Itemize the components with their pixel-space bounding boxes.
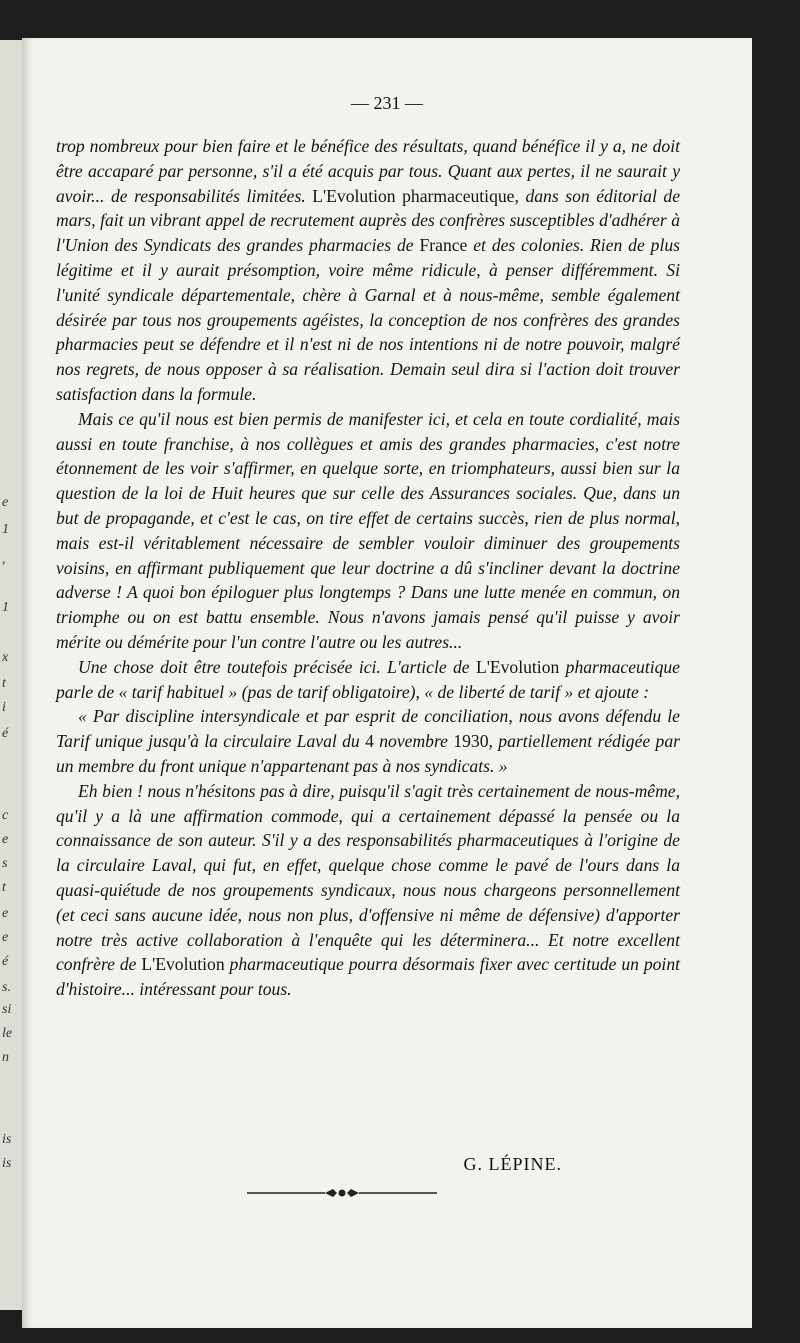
facing-page-fragment: e: [2, 832, 9, 847]
facing-page-fragment: t: [2, 880, 6, 895]
facing-page-fragment: t: [2, 676, 6, 691]
decorative-divider: [247, 1183, 437, 1203]
text-run: , partiellement rédigée par un membre du front unique n'appartenant pas à nos syndicats. »: [56, 731, 680, 776]
paragraph: [56, 655, 680, 705]
facing-page-fragment: is: [2, 1156, 12, 1171]
facing-page-edge: [0, 40, 24, 1310]
facing-page-fragment: s.: [2, 980, 11, 995]
facing-page-fragment: si: [2, 1002, 12, 1017]
book-page: [22, 38, 752, 1328]
text-run: Eh bien ! nous n'hésitons pas à dire, puisqu'il s'agit très certainement de nous-même, qu'il y a là une affirmation commode, qui a certainement dépassé la pensée ou la connaissance de son auteur. S'il y a des responsabilités pharmaceutiques à l'origine de la circulaire Laval, qui fut, en effet, quelque chose comme le pavé de l'ours dans la quasi-quiétude de nos groupements syndicaux, nous nous chargeons personnellement (et ceci sans aucune idée, nous non plus, d'offensive ni même de défensive) d'apporter notre très active collaboration à l'enquête qui les déterminera... Et notre excellent confrère de: [56, 780, 680, 975]
author-signature: G. LÉPINE.: [463, 1154, 562, 1174]
paragraph: [56, 704, 680, 778]
text-run: L'Evolution: [141, 954, 225, 975]
facing-page-fragment: n: [2, 1050, 9, 1065]
text-run: novembre: [373, 731, 454, 752]
facing-page-fragment: i: [2, 700, 6, 715]
text-run: Mais ce qu'il nous est bien permis de manifester ici, et cela en toute cordialité, mais aussi en toute franchise, à nos collègues et amis des grandes pharmacies, c'est notre étonnement de les voir s'affirmer, en quelque sorte, en triomphateurs, aussi bien sur la question de la loi de Huit heures que sur celle des Assurances sociales. Que, dans un but de propagande, et c'est le cas, on tire effet de certains succès, rien de plus normal, mais est-il véritablement nécessaire de sembler vouloir diminuer des groupements voisins, en affirmant publiquement que leur doctrine a dû s'incliner devant la doctrine adverse ! A quoi bon épiloguer plus longtemps ? Dans une lutte menée en commun, on triomphe ou on est battu ensemble. Nous n'avons jamais pensé qu'il puisse y avoir mérite ou démérite pour l'un contre l'autre ou les autres...: [56, 408, 680, 652]
facing-page-fragment: e: [2, 495, 9, 510]
text-run: 1930: [453, 731, 489, 752]
text-run: pharmaceutique pourra désormais fixer avec certitude un point d'histoire... intéressant pour tous.: [56, 954, 680, 1000]
text-run: Une chose doit être toutefois précisée ici. L'article de: [78, 656, 476, 677]
facing-page-fragment: é: [2, 726, 9, 741]
facing-page-fragment: is: [2, 1132, 12, 1147]
text-run: trop nombreux pour bien faire et le bénéfice des résultats, quand bénéfice il y a, ne doit être accaparé par personne, s'il a été acquis par tous. Quant aux pertes, il ne saurait y avoir... de responsabilités limitées.: [56, 136, 680, 206]
facing-page-fragment: s: [2, 856, 8, 871]
paragraph: [56, 134, 680, 407]
text-run: France: [419, 235, 468, 256]
paragraph: [56, 407, 680, 655]
facing-page-fragment: 1: [2, 522, 9, 537]
facing-page-fragment: ,: [2, 552, 6, 567]
facing-page-fragment: é: [2, 954, 9, 969]
text-run: L'Evolution: [475, 656, 560, 677]
text-run: pharmaceutique parle de « tarif habituel » (pas de tarif obligatoire), « de liberté de tarif » et ajoute :: [56, 656, 680, 702]
facing-page-fragment: e: [2, 906, 9, 921]
paragraph: [56, 779, 680, 1002]
text-run: « Par discipline intersyndicale et par esprit de conciliation, nous avons défendu le Tarif unique jusqu'à la circulaire Laval du: [56, 706, 680, 752]
divider-dot: [339, 1190, 346, 1197]
facing-page-fragment: 1: [2, 600, 9, 615]
text-run: 4: [365, 731, 374, 752]
text-run: , dans son éditorial de mars, fait un vibrant appel de recrutement auprès des confrères susceptibles d'adhérer à l'Union des Syndicats des grandes pharmacies de: [56, 185, 681, 256]
text-run: et des colonies. Rien de plus légitime et il y aurait présomption, voire même ridicule, à penser différemment. Si l'unité syndicale départementale, chère à Garnal et à nous-même, semble également désirée par tous nos groupements agéistes, la conception de nos confrères des grandes pharmacies peut se défendre et il n'est ni de nos intentions ni de notre pouvoir, malgré nos regrets, de nous opposer à sa réalisation. Demain seul dira si l'action doit trouver satisfaction dans la formule.: [56, 235, 680, 404]
article-body: [56, 134, 680, 1002]
facing-page-fragment: x: [2, 650, 9, 665]
page-number: — 231 —: [351, 93, 423, 113]
facing-page-fragment: c: [2, 808, 9, 823]
facing-page-fragment: le: [2, 1026, 13, 1041]
facing-page-fragment: e: [2, 930, 9, 945]
text-run: L'Evolution pharmaceutique: [312, 185, 515, 206]
